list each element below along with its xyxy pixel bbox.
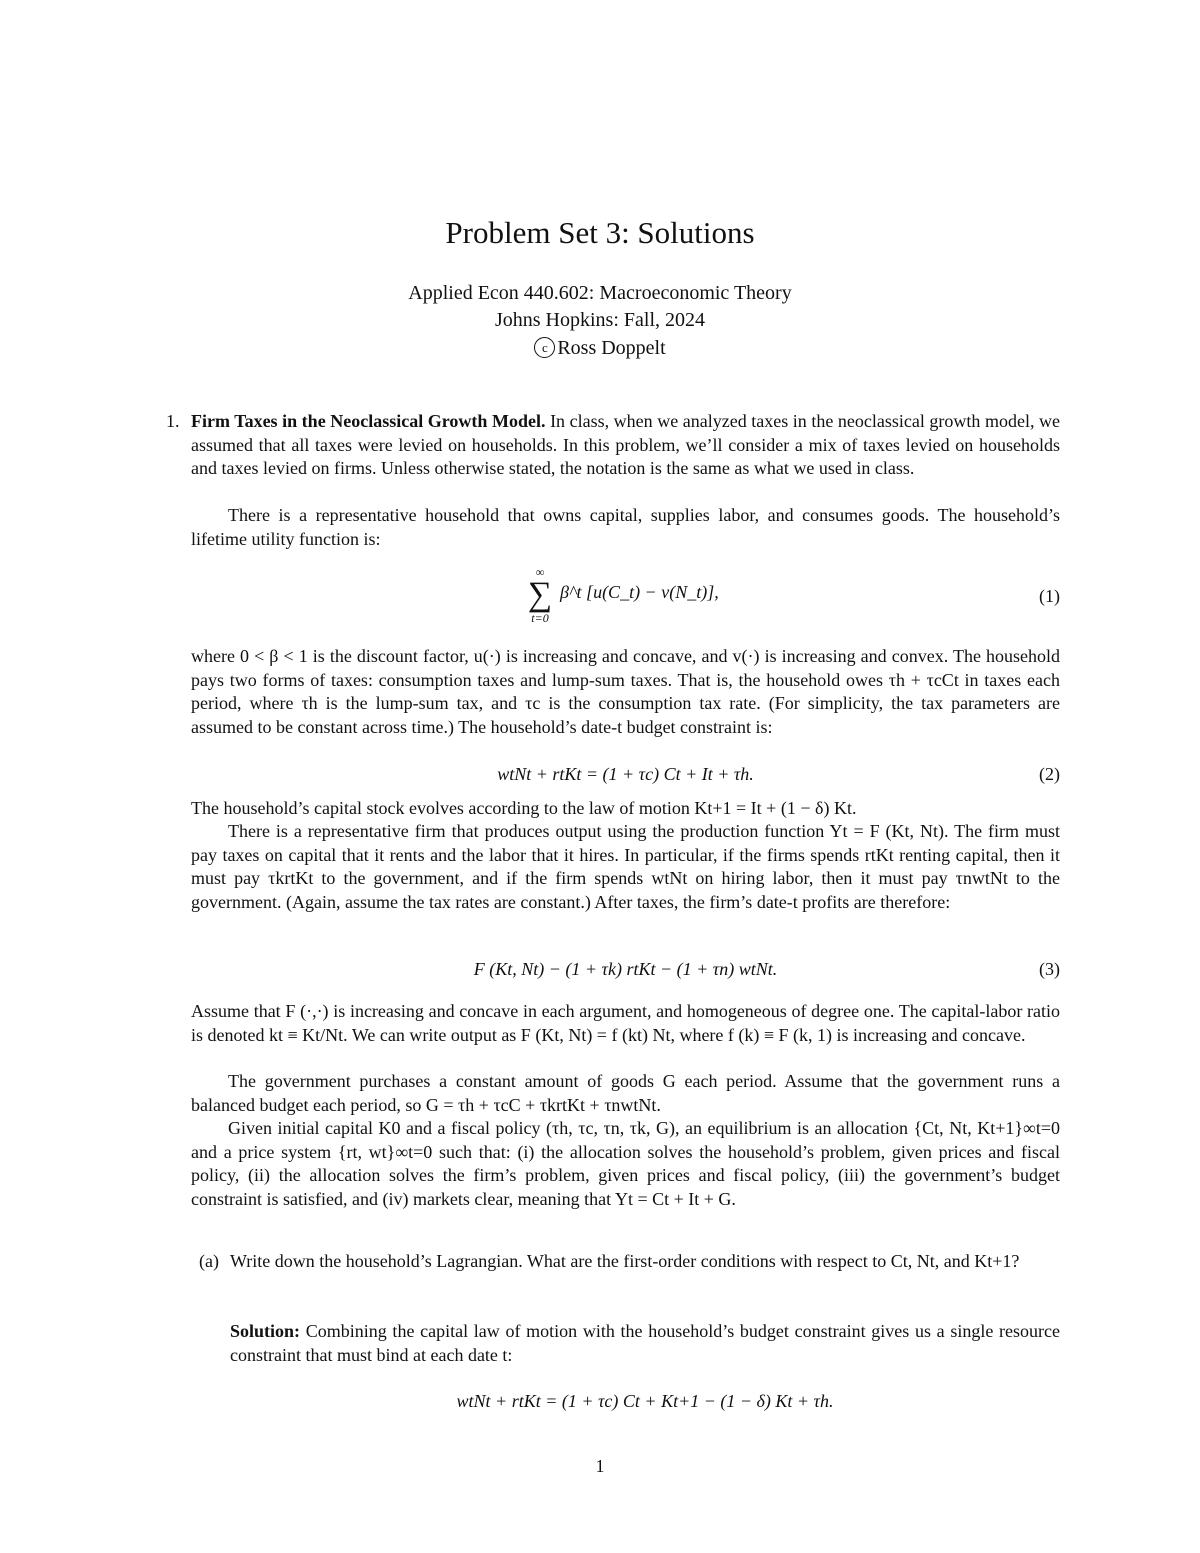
equilibrium-paragraph: Given initial capital K0 and a fiscal policy (τh, τc, τn, τk, G), an equilibrium is an allocation {Ct, Nt, Kt+1}∞t=0 and a price system {rt, wt}∞t=0 such that: (i) the allocation solves the household’s problem, given prices and fiscal policy, (ii) the allocation solves the firm’s problem, given prices and fiscal policy, (iii) the government’s budget constraint is satisfied, and (iv) markets clear, meaning that Yt = Ct + It + G. xyxy=(191,1118,1060,1209)
equation-1-expression: β^t [u(C_t) − v(N_t)], xyxy=(560,582,719,602)
resource-constraint-expression: wtNt + rtKt = (1 + τc) Ct + Kt+1 − (1 − δ) Kt + τh. xyxy=(456,1391,834,1411)
production-assumptions-paragraph: Assume that F (·,·) is increasing and concave in each argument, and homogeneous of degree one. The capital-labor ratio is denoted kt ≡ Kt/Nt. We can write output as F (Kt, Nt) = f (kt) Nt, where f (k) ≡ F (k, 1) is increasing and concave. xyxy=(191,1001,1060,1045)
part-a-solution xyxy=(230,1320,1060,1367)
problem-number: 1. xyxy=(166,411,180,431)
copyright-icon: c xyxy=(534,337,555,358)
page-number: 1 xyxy=(595,1456,605,1476)
course-line: Applied Econ 440.602: Macroeconomic Theory xyxy=(408,282,792,304)
firm-paragraph: There is a representative firm that produces output using the production function Yt = F (Kt, Nt). The firm must pay taxes on capital that it rents and the labor that it hires. In particular, if the firms spends rtKt renting capital, then it must pay τkrtKt to the government, and if the firm spends wtNt on hiring labor, then it must pay τnwtNt to the government. (Again, assume the tax rates are constant.) After taxes, the firm’s date-t profits are therefore: xyxy=(191,821,1060,912)
summation-sign: ∞ ∑ t=0 xyxy=(527,565,553,625)
equation-2-expression: wtNt + rtKt = (1 + τc) Ct + It + τh. xyxy=(497,764,754,784)
problem-intro-text: In class, when we analyzed taxes in the neoclassical growth model, we assumed that all taxes were levied on households. In this problem, we’ll consider a mix of taxes levied on households and taxes levied on firms. Unless otherwise stated, the notation is the same as what we used in class. xyxy=(191,411,1061,478)
equation-3 xyxy=(191,953,1060,985)
equation-1 xyxy=(191,580,1060,612)
equation-3-number: (3) xyxy=(1039,959,1060,979)
problem-intro xyxy=(191,410,1060,481)
part-a-question: Write down the household’s Lagrangian. What are the first-order conditions with respect to Ct, Nt, and Kt+1? xyxy=(230,1251,1020,1271)
author-name: Ross Doppelt xyxy=(557,337,666,359)
resource-constraint-equation xyxy=(230,1385,1060,1417)
equation-3-expression: F (Kt, Nt) − (1 + τk) rtKt − (1 + τn) wtNt. xyxy=(473,959,778,979)
equation-2 xyxy=(191,758,1060,790)
law-of-motion-paragraph: The household’s capital stock evolves according to the law of motion Kt+1 = It + (1 − δ) Kt. xyxy=(191,798,857,818)
solution-text: Combining the capital law of motion with the household’s budget constraint gives us a single resource constraint that must bind at each date t: xyxy=(230,1321,1060,1365)
solution-label: Solution: xyxy=(230,1321,301,1341)
household-paragraph: There is a representative household that owns capital, supplies labor, and consumes goods. The household’s lifetime utility function is: xyxy=(191,505,1060,549)
author-line xyxy=(0,335,1200,361)
preferences-paragraph: where 0 < β < 1 is the discount factor, u(·) is increasing and concave, and v(·) is increasing and convex. The household pays two forms of taxes: consumption taxes and lump-sum taxes. That is, the household owes τh + τcCt in taxes each period, where τh is the lump-sum tax, and τc is the consumption tax rate. (For simplicity, the tax parameters are assumed to be constant across time.) The household’s date-t budget constraint is: xyxy=(191,646,1060,737)
government-paragraph: The government purchases a constant amount of goods G each period. Assume that the government runs a balanced budget each period, so G = τh + τcC + τkrtKt + τnwtNt. xyxy=(191,1071,1060,1115)
problem-heading: Firm Taxes in the Neoclassical Growth Model. xyxy=(191,411,546,431)
school-line: Johns Hopkins: Fall, 2024 xyxy=(494,309,706,331)
equation-2-number: (2) xyxy=(1039,764,1060,784)
document-title: Problem Set 3: Solutions xyxy=(445,215,755,250)
equation-1-number: (1) xyxy=(1039,586,1060,606)
part-a-label: (a) xyxy=(199,1251,219,1271)
